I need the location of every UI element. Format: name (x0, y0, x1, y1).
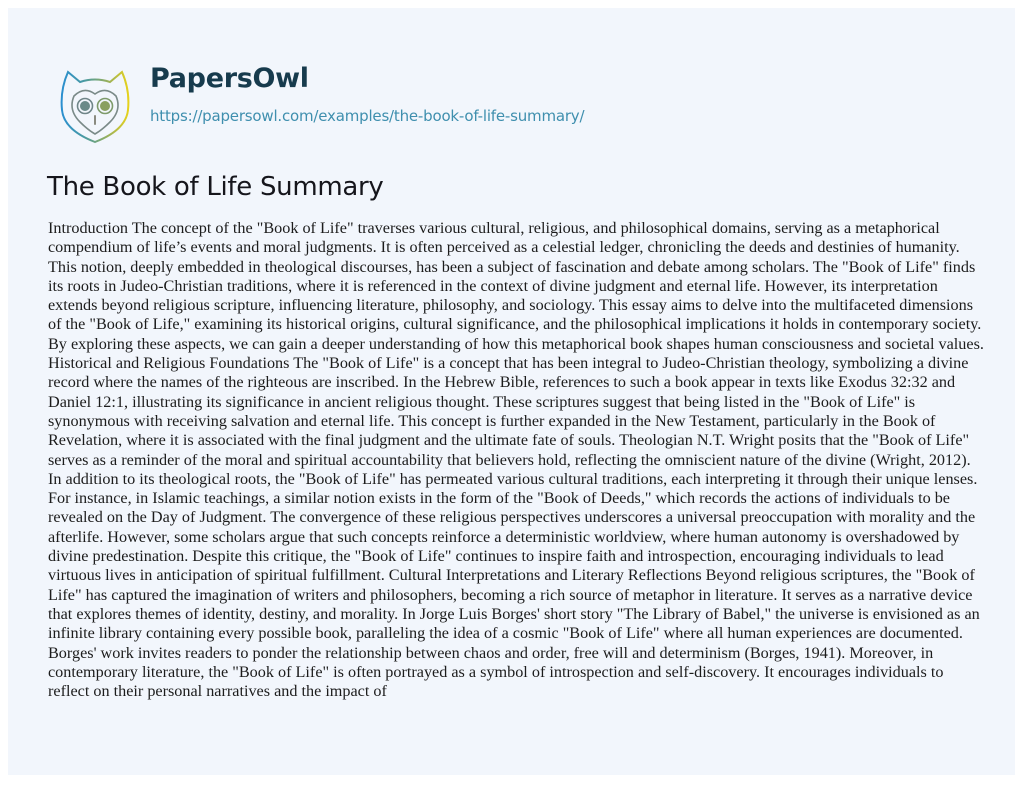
body-line: compendium of life’s events and moral judgments. It is often perceived as a celestial ledger, chronicling the deeds and destinies of humanity. (48, 238, 960, 257)
body-line: of the "Book of Life," examining its historical origins, cultural significance, and the philosophical implications it holds in contemporary society. (48, 315, 982, 334)
source-url[interactable]: https://papersowl.com/examples/the-book-of-life-summary/ (150, 107, 585, 125)
body-line: infinite library containing every possible book, paralleling the idea of a cosmic "Book of Life" where all human experiences are documented. (48, 624, 963, 643)
body-line: divine predestination. Despite this critique, the "Book of Life" continues to inspire faith and introspection, encouraging individuals to lead (48, 547, 944, 566)
body-line: By exploring these aspects, we can gain a deeper understanding of how this metaphorical book shapes human consciousness and societal values. (48, 334, 984, 353)
body-line: serves as a reminder of the moral and spiritual accountability that believers hold, reflecting the omniscient nature of the divine (Wright, 2012). (48, 450, 971, 469)
owl-logo-icon[interactable] (50, 60, 140, 150)
body-line: revealed on the Day of Judgment. The convergence of these religious perspectives underscores a universal preoccupation with morality and the (48, 508, 976, 527)
body-line: For instance, in Islamic teachings, a similar notion exists in the form of the "Book of Deeds," which records the actions of individuals to be (48, 489, 950, 508)
article-body (48, 219, 988, 701)
body-line: Revelation, where it is associated with the final judgment and the ultimate fate of souls. Theologian N.T. Wright posits that the "Book of Life" (48, 431, 970, 450)
body-line: Life" has captured the imagination of writers and philosophers, becoming a rich source of metaphor in literature. It serves as a narrative device (48, 585, 973, 604)
body-line: afterlife. However, some scholars argue that such concepts reinforce a deterministic worldview, where human autonomy is overshadowed by (48, 527, 960, 546)
body-line: Introduction The concept of the "Book of Life" traverses various cultural, religious, and philosophical domains, serving as a metaphorical (48, 219, 940, 237)
body-line: contemporary literature, the "Book of Life" is often portrayed as a symbol of introspection and self-discovery. It encourages individuals to (48, 662, 944, 681)
body-line: its roots in Judeo-Christian traditions, where it is referenced in the context of divine judgment and eternal life. However, its interpretation (48, 276, 938, 295)
body-line: synonymous with receiving salvation and eternal life. This concept is further expanded in the New Testament, particularly in the Book of (48, 411, 936, 430)
body-line: Historical and Religious Foundations The "Book of Life" is a concept that has been integral to Judeo-Christian theology, symbolizing a divine (48, 354, 969, 373)
body-line: This notion, deeply embedded in theological discourses, has been a subject of fascination and debate among scholars. The "Book of Life" finds (48, 257, 976, 276)
body-line: record where the names of the righteous are inscribed. In the Hebrew Bible, references to such a book appear in texts like Exodus 32:32 and (48, 373, 956, 392)
body-line: reflect on their personal narratives and the impact of (48, 682, 387, 701)
body-line: that explores themes of identity, destiny, and morality. In Jorge Luis Borges' short story "The Library of Babel," the universe is envisioned as an (48, 604, 980, 623)
body-line: Borges' work invites readers to ponder the relationship between chaos and order, free will and determinism (Borges, 1941). Moreover, in (48, 643, 934, 662)
body-line: extends beyond religious scripture, influencing literature, philosophy, and sociology. This essay aims to delve into the multifaceted dimensions (48, 296, 974, 315)
body-line: Daniel 12:1, illustrating its significance in ancient religious thought. These scriptures suggest that being listed in the "Book of Life" is (48, 392, 916, 411)
page-title: The Book of Life Summary (47, 172, 384, 202)
body-line: virtuous lives in anticipation of spiritual fulfillment. Cultural Interpretations and Literary Reflections Beyond religious scriptures, the "Book of (48, 566, 975, 585)
body-line: In addition to its theological roots, the "Book of Life" has permeated various cultural traditions, each interpreting it through their unique lenses. (48, 469, 978, 488)
brand-name[interactable]: PapersOwl (150, 63, 309, 94)
